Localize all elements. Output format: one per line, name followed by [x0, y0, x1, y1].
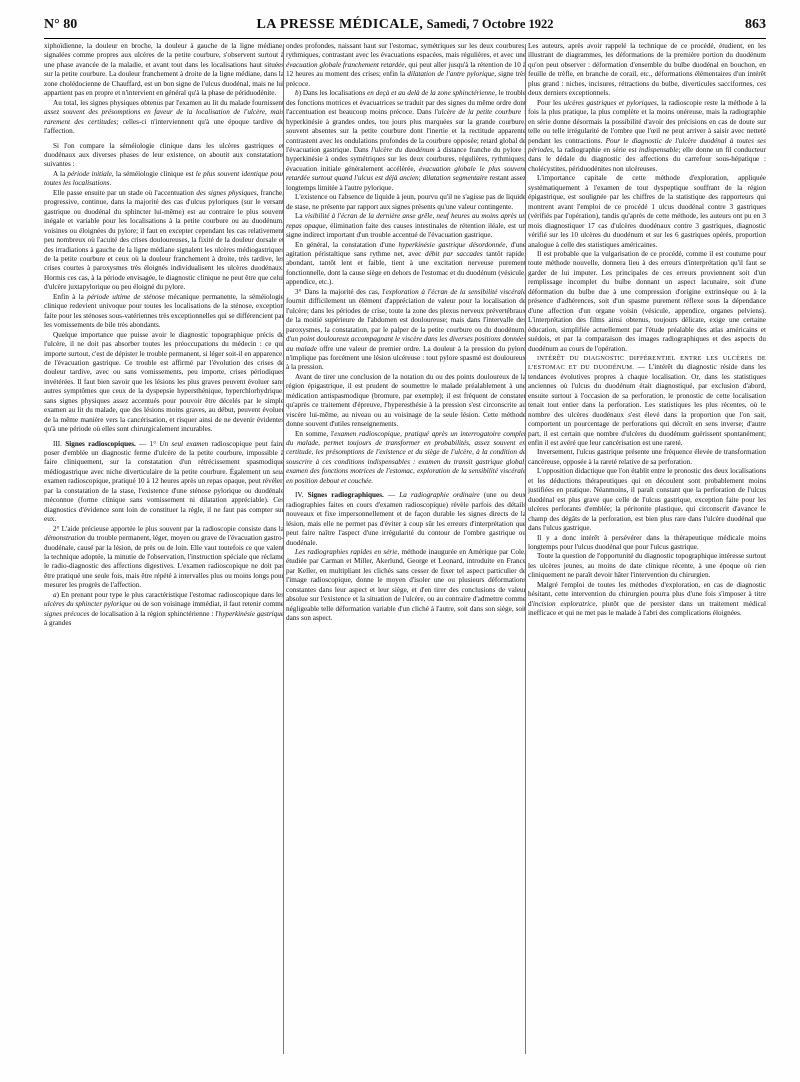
- paragraph: 3° Dans la majorité des cas, l'exploration à l'écran de la sensibilité viscérale fournit difficilement un élément d'appréciation de valeur pour la localisation de l'ulcère; dans les périodes de crise, toute la zone des plexus nerveux prévertébraux de la moitié supérieure de l'abdomen est douloureuse; mais dans l'intervalle des paroxysmes, la constatation, par le palper de la petite courbure ou du duodénum, d'un point douloureux accompagnant le viscère dans les diverses positions données au malade offre une valeur de premier ordre. La douleur à la pression du pylore n'implique pas forcément une lésion ulcéreuse : tout pylore spasmé est douloureux à la pression.: [286, 287, 526, 372]
- paragraph: Enfin à la période ultime de sténose mécanique permanente, la séméiologie clinique redevient univoque pour toutes les localisations de la sténose, exception faite pour les sténoses sous-vatériennes très exceptionnelles qui se différencient par les vomissements de bile très abondants.: [44, 292, 284, 330]
- paragraph: xiphoïdienne, la douleur en broche, la douleur à gauche de la ligne médiane, signalées comme propres aux ulcères de la petite courbure, s'observent surtout à une phase avancée de la maladie, et avant tout dans les localisations haut situées sur la petite courbure. La douleur franchement à droite de la ligne médiane, dans la zone cholédocienne de Chauffard, est un bon signe de l'ulcus duodénal, mais ne lui appartient pas en propre et n'intervient en général qu'à la phase de périduodénite.: [44, 42, 284, 98]
- paragraph: Toute la question de l'opportunité du diagnostic topographique intéresse surtout les ulcères jeunes, au moins de date clinique récente, à une époque où rien cliniquement ne paraît devoir hâter l'intervention du chirurgien.: [528, 552, 766, 580]
- paragraph: Si l'on compare la séméiologie clinique dans les ulcères gastriques et duodénaux aux diverses phases de leur existence, on aboutit aux constatations suivantes :: [44, 141, 284, 169]
- paragraph: Il est probable que la vulgarisation de ce procédé, comme il est coutume pour toute méthode nouvelle, donnera lieu à des erreurs d'interprétation qu'il faut se garder de lui imputer. Les principales de ces erreurs proviennent soit d'un remplissage incomplet du bulbe donnant un aspect lacunaire, soit d'une déformation du bulbe due à une compression d'origine extrinsèque ou à la présence d'adhérences, soit d'un spasme purement réflexe sous la dépendance d'une affection d'un organe voisin (vésicule, appendice, organes pelviens). L'interprétation des films ainsi obtenus, toujours délicate, exige une certaine éducation, simplifiée actuellement par l'étude préalable des atlas américains et suédois, et par la comparaison des images radiographiques et des aspects du duodénum au cours de l'opération.: [528, 249, 766, 353]
- issue-date: Samedi, 7 Octobre 1922: [426, 17, 554, 31]
- paragraph: La visibilité à l'écran de la dernière anse grêle, neuf heures au moins après un repas opaque, élimination faite des causes intestinales de rétention iléale, est un signe indirect important d'un trouble accentué de l'évacuation gastrique.: [286, 212, 526, 240]
- paragraph: L'importance capitale de cette méthode d'exploration, appliquée systématiquement à l'examen de tout dyspeptique souffrant de la région épigastrique, est soulignée par les chiffres de la statistique des rapporteurs qui montrent avant l'emploi de ce procédé 1 ulcus duodénal contre 3 gastriques (vérifiés par l'opération), tandis qu'après de cette méthode, les auteurs ont pu en 3 mois diagnostiquer 17 cas d'ulcères duodénaux contre 3 gastriques, diagnostic vérifié sur les 10 ulcères du duodénum et sur les 6 gastriques opérés, proportion analogue à celle des statistiques américaines.: [528, 174, 766, 249]
- paragraph: Les auteurs, après avoir rappelé la technique de ce procédé, étudient, en les illustrant de diagrammes, les déformations de la première portion du duodénum qu'on peut observer : déformation d'ensemble du bulbe duodénal en bouchon, en feuille de trèfle, en branche de corail, etc., déformations élémentaires d'un intérêt plus grand : niches, incisures, rétractions du bulbe, diverticules sacciformes, ces deux derniers exceptionnels.: [528, 42, 766, 98]
- journal-title: [44, 17, 766, 33]
- text-column-1: [44, 42, 284, 1062]
- paragraph: 2° L'aide précieuse apportée le plus souvent par la radioscopie consiste dans la démonstration du trouble permanent, léger, moyen ou grave de l'évacuation gastro-duodénale, causé par la lésion, de près ou de loin. Elle vaut toutefois ce que valent la technique adoptée, la minutie de l'observation, l'instruction spéciale que réclame le radio-diagnostic des affections digestives. L'examen radioscopique ne doit pas être pratiqué une seule fois, mais être répété à intervalles plus ou moins longs pour mesurer les progrès de l'affection.: [44, 524, 284, 590]
- paragraph: INTÉRÊT DU DIAGNOSTIC DIFFÉRENTIEL ENTRE LES ULCÈRES DE L'ESTOMAC ET DU DUODÉNUM. — L'intérêt du diagnostic réside dans les tendances évolutives propres à chaque localisation. Or, dans les statistiques anciennes où l'ulcus du duodénum était diagnostiqué, par exclusion d'abord, ensuite surtout à l'occasion de sa perforation, le pronostic de cette localisation tenait tout entier dans la perforation. Les statistiques les plus récentes, où le nombre des ulcères duodénaux s'est élevé dans la proportion que l'on sait, comportent un pourcentage de perforations qui décroît en sens inverse; d'autre part, il est certain que nombre d'ulcères du duodénum guérissent spontanément; enfin il est avéré que leur cancérisation est une rareté.: [528, 354, 766, 448]
- page-header: [44, 17, 766, 37]
- paragraph: Elle passe ensuite par un stade où l'accentuation des signes physiques, franche, progressive, continue, dans la majorité des cas d'ulcus pyloriques (sur le versant gastrique ou duodénal du sphincter lui-même) est au contraire le plus souvent inégale et variable pour les localisations à la petite courbure ou au duodénum, voisines ou éloignées du pylore; il faut en excepter cependant les cas relativement peu nombreux où l'acuité des crises douloureuses, la fixité de la douleur dorsale et des irradiations à gauche de la ligne médiane signalent les ulcères médiogastriques de la petite courbure et ceux où la douleur franchement à droite, très tardive, les crises courtes à paroxysmes très éloignés individualisent les ulcères duodénaux. Hormis ces cas, à la période envisagée, le diagnostic clinique ne peut être que celui d'ulcère juxtapylorique ou peu éloigné du pylore.: [44, 188, 284, 292]
- paragraph: III. Signes radioscopiques. — 1° Un seul examen radioscopique peut faire poser d'emblée un diagnostic ferme d'ulcère de la petite courbure, impossible à faire cliniquement, sur la constatation d'un rétrécissement spasmodique médiogastrique avec niche diverticulaire de la petite courbure. Également un seul examen radioscopique, pratiqué 10 à 12 heures après un repas opaque, peut révéler, par la constatation de la stase, l'existence d'une sténose pylorique ou duodénale méconnue (forme clinique sans vomissement ni dilatation appréciable). Ces diagnostics d'évidence sont loin de constituer la règle, il ne faut pas compter sur eux.: [44, 439, 284, 524]
- paragraph: Avant de tirer une conclusion de la notation du ou des points douloureux de la région épigastrique, il est prudent de soumettre le malade préalablement à une médication antispasmodique (bromure, par exemple); il est fréquent de constater qu'après ce traitement d'épreuve, l'hyperesthésie à la pression s'est circonscrite au viscère lui-même, au niveau ou au voisinage de la seule lésion. Cette méthode donne souvent d'utiles renseignements.: [286, 372, 526, 429]
- paragraph: Il y a donc intérêt à persévérer dans la thérapeutique médicale moins longtemps pour l'ulcus duodénal que pour l'ulcus gastrique.: [528, 533, 766, 552]
- paragraph: A la période initiale, la séméiologie clinique est le plus souvent identique pour toutes les localisations.: [44, 169, 284, 188]
- text-column-2: [286, 42, 526, 1062]
- paragraph: Quelque importance que puisse avoir le diagnostic topographique précis de l'ulcère, il ne doit pas absorber toutes les préoccupations du médecin : ce qui importe surtout, c'est de dépister le trouble permanent, si léger soit-il en apparence, de l'évacuation gastrique. Ce trouble est affirmé par l'évolution des crises de douleur tardive, avec ou sans vomissements, peu importe, crises périodiques invétérées. Il faut bien savoir que les lésions les plus graves peuvent évoluer sans autres symptômes que ceux de la dyspepsie hypersthénique, hyperchlorhydrique, sans signes physiques assez accentués pour pouvoir être décelés par le simple examen au lit du malade, que des lésions moins graves, au début, peuvent évoluer de la même manière vers la cancérisation, et risquer ainsi de ne devenir évidentes qu'à une période où elles sont chirurgicalement incurables.: [44, 330, 284, 434]
- paragraph: Pour les ulcères gastriques et pyloriques, la radioscopie reste la méthode à la fois la plus pratique, la plus complète et la moins onéreuse, mais la radiographie en série donne désormais la possibilité d'avoir des précisions en cas de doute sur telle ou telle irrégularité de l'ombre que l'œil ne peut arriver à saisir avec netteté pendant les contractions. Pour le diagnostic de l'ulcère duodénal à toutes ses périodes, la radiographie en série est indispensable; elle donne un fil conducteur dans le dédale du diagnostic des affections du carrefour sous-hépatique : cholécystites, périduodénites non ulcéreuses.: [528, 98, 766, 173]
- paragraph: Malgré l'emploi de toutes les méthodes d'exploration, en cas de diagnostic hésitant, cette intervention du chirurgien pourra plus d'une fois s'imposer à titre d'incision exploratrice, plutôt que de persister dans un traitement médical inefficace et qui ne met pas le malade à l'abri des complications éloignées.: [528, 580, 766, 618]
- paragraph: a) En prenant pour type le plus caractéristique l'estomac radioscopique dans les ulcères du sphincter pylorique ou de son voisinage immédiat, il faut retenir comme signes précoces de localisation à la région sphinctérienne : l'hyperkinésie gastrique à grandes: [44, 590, 284, 628]
- page-number: 863: [745, 17, 766, 32]
- paragraph: L'opposition didactique que l'on établit entre le pronostic des deux localisations et les déductions thérapeutiques qui en découlent sont probablement moins justifiées en pratique. Néanmoins, il paraît constant que la perforation de l'ulcus duodénal est plus grave que celle de l'ulcus gastrique, exception faite pour les ulcères perforants d'emblée; la péritonite plastique, qui circonscrit d'avance le champ des dégâts de la perforation, est bien plus rare dans l'ulcère duodénal que dans l'ulcus gastrique.: [528, 467, 766, 533]
- journal-name: LA PRESSE MÉDICALE,: [256, 17, 424, 32]
- paragraph: ondes profondes, naissant haut sur l'estomac, symétriques sur les deux courbures, rythmiques, contrastant avec les évacuations espacées, mais régulières, et avec une évacuation globale franchement retardée, qui peut aller jusqu'à la rétention de 10 à 12 heures au moment des crises; enfin la dilatation de l'antre pylorique, signe très précoce.: [286, 42, 526, 88]
- paragraph: b) Dans les localisations en deçà et au delà de la zone sphinctérienne, le trouble des fonctions motrices et évacuatrices se traduit par des signes du même ordre dont l'accentuation est beaucoup moins précoce. Dans l'ulcère de la petite courbure : hyperkinésie à grandes ondes, tou jours plus marquées sur la grande courbure, souvent absentes sur la petite courbure dont l'inertie et la rectitude apparente contrastent avec les ondulations profondes de la courbure opposée; retard global de l'évacuation gastrique. Dans l'ulcère du duodénum à distance franche du pylore : hyperkinésie à ondes symétriques sur les deux courbures, régulières, rythmiques; évacuation initiale généralement accélérée, évacuation globale le plus souvent retardée surtout quand l'ulcus est déjà ancien; dilatation segmentaire restant assez longtemps limitée à l'autre pylorique.: [286, 89, 526, 192]
- text-column-3: [528, 42, 766, 1062]
- paragraph: Les radiographies rapides en série, méthode inaugurée en Amérique par Cole, étudiée par Carman et Miller, Akerlund, George et Leonard, introduite en France par Keller, en multipliant les clichés sans cesser de fixer tel aspect particulier de l'image radioscopique, donne le moyen d'isoler une ou plusieurs déformations constantes dans leur aspect et leur siège, et d'en tirer des conclusions de valeur absolue sur l'existence et la situation de l'ulcère, ou au contraire d'admettre comme négligeable telle déformation variable d'un cliché à l'autre, soit dans son siège, soit dans son aspect.: [286, 548, 526, 623]
- paragraph: En somme, l'examen radioscopique, pratiqué après un interrogatoire complet du malade, permet toujours de transformer en probabilités, assez souvent en certitude, les présomptions de l'existence et du siège de l'ulcère, à la condition de souscrire à ces conditions indispensables : examen du transit gastrique global, examen des fonctions motrices de l'estomac, exploration de la sensibilité viscérale en position debout et couchée.: [286, 429, 526, 485]
- issue-number: N° 80: [44, 17, 78, 32]
- column-divider: [525, 44, 526, 1054]
- paragraph: L'existence ou l'absence de liquide à jeun, pourvu qu'il ne s'agisse pas de liquide de stase, ne présente par rapport aux signes présents qu'une valeur contingente.: [286, 193, 526, 211]
- header-rule: [44, 38, 766, 39]
- paragraph: IV. Signes radiographiques. — La radiographie ordinaire (une ou deux radiographies faites en cours d'examen radioscopique) révèle parfois des détails nouveaux et fixe impersonnellement et de façon durable les signes directs de la lésion, mais elle ne permet pas d'éviter à coup sûr les erreurs d'interprétation que peut faire naître l'aspect d'une irrégularité du contour de l'ombre gastrique ou duodénale.: [286, 491, 526, 547]
- column-divider: [283, 44, 284, 1054]
- paragraph: Inversement, l'ulcus gastrique présente une fréquence élevée de transformation cancéreuse, opposée à la rareté relative de sa perforation.: [528, 448, 766, 466]
- paragraph: Au total, les signes physiques obtenus par l'examen au lit du malade fournissent assez souvent des présomptions en faveur de la localisation de l'ulcère, mais rarement des certitudes; celles-ci n'interviennent qu'à une époque tardive de l'affection.: [44, 98, 284, 136]
- paragraph: En général, la constatation d'une hyperkinésie gastrique désordonnée, d'une agitation péristaltique sans rythme net, avec débit par saccades tantôt rapide, abondant, tantôt lent et faible, tient à une excitation nerveuse purement fonctionnelle, dont la cause siège en dehors de l'estomac et du duodénum (vésicule, appendice, etc.).: [286, 240, 526, 287]
